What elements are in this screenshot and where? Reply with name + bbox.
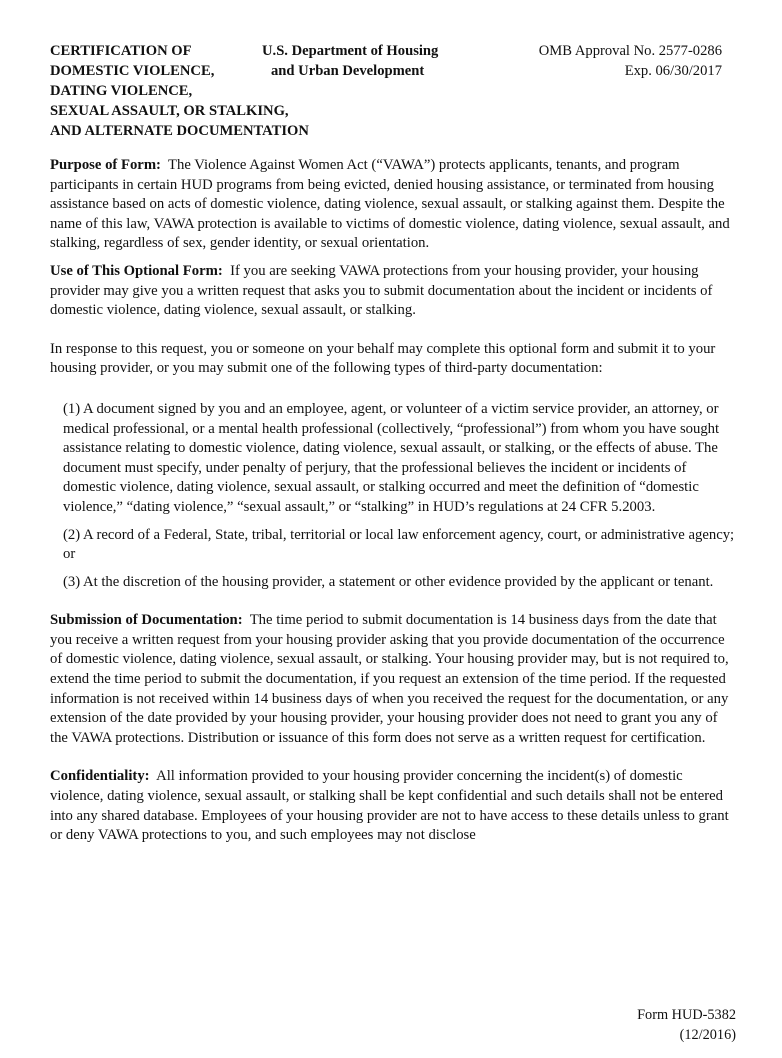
submission-heading: Submission of Documentation: bbox=[50, 612, 243, 629]
confidentiality-paragraph bbox=[50, 767, 736, 845]
omb-info bbox=[536, 41, 722, 81]
form-body bbox=[50, 156, 736, 846]
form-title-line: AND ALTERNATE DOCUMENTATION bbox=[50, 123, 309, 139]
page-footer bbox=[536, 1005, 736, 1045]
agency-name-line: and Urban Development bbox=[271, 63, 425, 79]
use-paragraph bbox=[50, 262, 736, 321]
form-title-line: DATING VIOLENCE, bbox=[50, 83, 193, 99]
form-number: Form HUD-5382 bbox=[637, 1007, 736, 1023]
submission-text: The time period to submit documentation is 14 business days from the date that you receive a written request from your housing provider asking that you provide documentation of the occurrence of domestic violence, dating violence, sexual assault, or stalking. Your housing provider may, but is not required to, extend the time period to submit the documentation, if you request an extension of the time period. If the requested information is not received within 14 business days of when you received the request for the documentation, or any extension of the date provided by your housing provider, your housing provider does not need to grant you any of the VAWA protections. Distribution or issuance of this form does not serve as a written request for certification. bbox=[50, 612, 729, 746]
omb-approval-number: OMB Approval No. 2577-0286 bbox=[538, 43, 722, 59]
submission-paragraph bbox=[50, 611, 736, 748]
confidentiality-heading: Confidentiality: bbox=[50, 768, 150, 785]
agency-name-line: U.S. Department of Housing bbox=[262, 43, 439, 59]
form-revision: (12/2016) bbox=[679, 1027, 736, 1043]
form-title-line: CERTIFICATION OF bbox=[50, 43, 192, 59]
purpose-heading: Purpose of Form: bbox=[50, 157, 161, 173]
omb-expiration: Exp. 06/30/2017 bbox=[624, 63, 722, 79]
use-heading: Use of This Optional Form: bbox=[50, 262, 223, 279]
form-title-line: DOMESTIC VIOLENCE, bbox=[50, 63, 215, 79]
agency-name bbox=[262, 41, 438, 81]
documentation-option: (2) A record of a Federal, State, tribal, territorial or local law enforcement agency, court, or administrative agency; or bbox=[63, 526, 735, 563]
purpose-text: The Violence Against Women Act (“VAWA”) protects applicants, tenants, and program participants in certain HUD programs from being evicted, denied housing assistance, or terminated from housing assistance based on acts of domestic violence, dating violence, sexual assault, or stalking against them. Despite the name of this law, VAWA protection is available to victims of domestic violence, dating violence, sexual assault, and stalking, regardless of sex, gender identity, or sexual orientation. bbox=[50, 157, 730, 252]
response-paragraph: In response to this request, you or someone on your behalf may complete this optional form and submit it to your housing provider, or you may submit one of the following types of third-party documentation: bbox=[50, 340, 716, 377]
confidentiality-text: All information provided to your housing provider concerning the incident(s) of domestic violence, dating violence, sexual assault, or stalking shall be kept confidential and such details shall not be entered into any shared database. Employees of your housing provider are not to have access to these details unless to grant or deny VAWA protections to you, and such employees may not disclose bbox=[50, 768, 729, 844]
use-text: If you are seeking VAWA protections from your housing provider, your housing provider may give you a written request that asks you to submit documentation about the incident or incidents of domestic violence, dating violence, sexual assault, or stalking. bbox=[50, 262, 713, 319]
form-title-line: SEXUAL ASSAULT, OR STALKING, bbox=[50, 103, 289, 119]
documentation-option: (1) A document signed by you and an employee, agent, or volunteer of a victim service provider, an attorney, or medical professional, or a mental health professional (collectively, “professional”) from whom you have sought assistance relating to domestic violence, dating violence, sexual assault, or stalking, or the effects of abuse. The document must specify, under penalty of perjury, that the professional believes the incident or incidents of domestic violence, dating violence, sexual assault, or stalking occurred and meet the definition of “domestic violence,” “dating violence,” “sexual assault,” or “stalking” in HUD’s regulations at 24 CFR 5.2003. bbox=[63, 400, 720, 515]
purpose-paragraph bbox=[50, 156, 736, 254]
documentation-option: (3) At the discretion of the housing provider, a statement or other evidence provided by the applicant or tenant. bbox=[63, 573, 714, 590]
